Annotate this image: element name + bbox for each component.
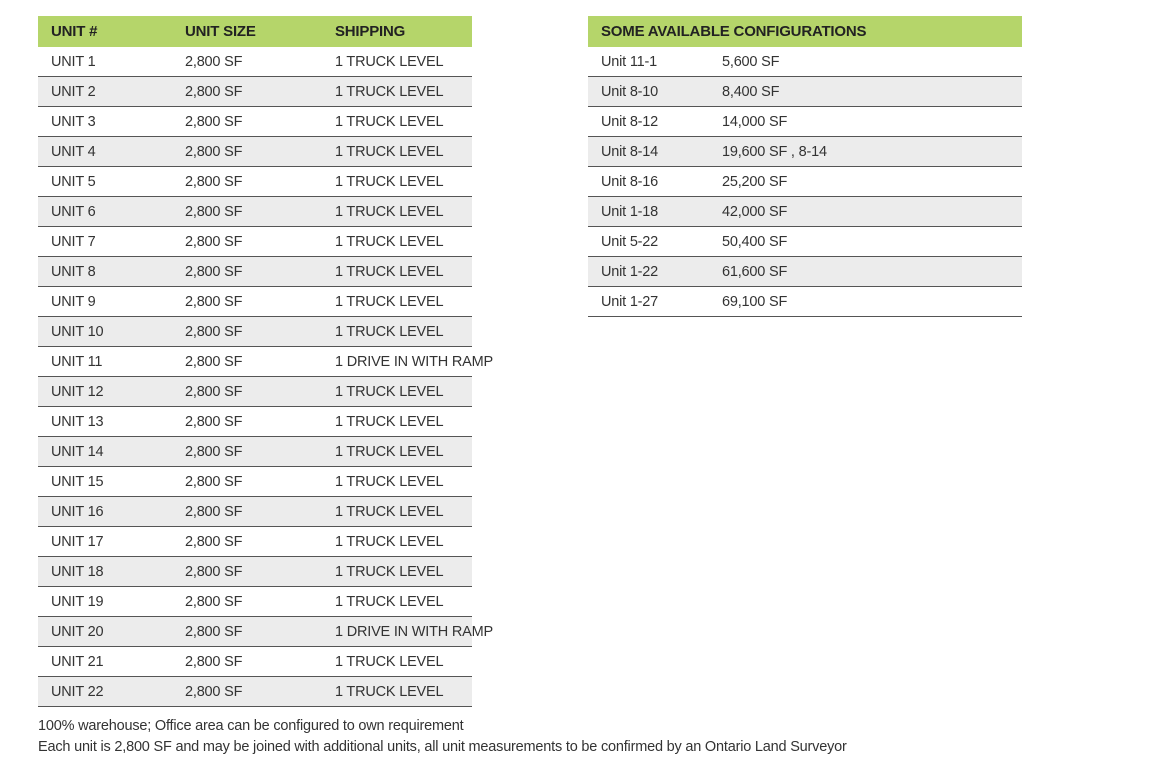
col-header-unit-number: UNIT # xyxy=(38,16,172,47)
shipping-cell: 1 TRUCK LEVEL xyxy=(322,47,472,77)
shipping-cell: 1 TRUCK LEVEL xyxy=(322,197,472,227)
table-row xyxy=(38,197,472,227)
shipping-cell: 1 TRUCK LEVEL xyxy=(322,227,472,257)
configuration-units-cell: Unit 8-16 xyxy=(588,167,709,197)
shipping-cell: 1 TRUCK LEVEL xyxy=(322,407,472,437)
shipping-cell: 1 TRUCK LEVEL xyxy=(322,257,472,287)
unit-number-cell: UNIT 13 xyxy=(38,407,172,437)
configuration-size-cell: 14,000 SF xyxy=(709,107,1022,137)
configuration-size-cell: 25,200 SF xyxy=(709,167,1022,197)
unit-size-cell: 2,800 SF xyxy=(172,227,322,257)
configuration-size-cell: 19,600 SF , 8-14 xyxy=(709,137,1022,167)
unit-number-cell: UNIT 7 xyxy=(38,227,172,257)
configuration-units-cell: Unit 1-18 xyxy=(588,197,709,227)
unit-number-cell: UNIT 18 xyxy=(38,557,172,587)
footnote-warehouse: 100% warehouse; Office area can be configured to own requirement xyxy=(38,718,464,734)
configuration-units-cell: Unit 8-14 xyxy=(588,137,709,167)
units-table xyxy=(38,16,493,707)
unit-number-cell: UNIT 17 xyxy=(38,527,172,557)
table-row xyxy=(38,617,472,647)
table-row xyxy=(38,647,472,677)
shipping-cell: 1 TRUCK LEVEL xyxy=(322,467,472,497)
table-row xyxy=(38,587,472,617)
shipping-cell: 1 TRUCK LEVEL xyxy=(322,557,472,587)
table-row xyxy=(38,497,472,527)
configuration-size-cell: 8,400 SF xyxy=(709,77,1022,107)
table-row xyxy=(588,167,1022,197)
table-row xyxy=(38,227,472,257)
shipping-cell: 1 TRUCK LEVEL xyxy=(322,317,472,347)
shipping-cell: 1 TRUCK LEVEL xyxy=(322,587,472,617)
table-row xyxy=(588,77,1022,107)
shipping-cell: 1 TRUCK LEVEL xyxy=(322,107,472,137)
table-row xyxy=(38,317,472,347)
unit-number-cell: UNIT 14 xyxy=(38,437,172,467)
unit-number-cell: UNIT 8 xyxy=(38,257,172,287)
unit-number-cell: UNIT 22 xyxy=(38,677,172,707)
table-row xyxy=(38,407,472,437)
unit-number-cell: UNIT 19 xyxy=(38,587,172,617)
unit-size-cell: 2,800 SF xyxy=(172,257,322,287)
unit-size-cell: 2,800 SF xyxy=(172,497,322,527)
shipping-cell: 1 TRUCK LEVEL xyxy=(322,167,472,197)
configuration-size-cell: 42,000 SF xyxy=(709,197,1022,227)
unit-number-cell: UNIT 1 xyxy=(38,47,172,77)
table-row xyxy=(38,287,472,317)
unit-number-cell: UNIT 6 xyxy=(38,197,172,227)
shipping-cell: 1 DRIVE IN WITH RAMP xyxy=(322,617,472,647)
unit-size-cell: 2,800 SF xyxy=(172,377,322,407)
table-row xyxy=(38,167,472,197)
table-row xyxy=(38,347,472,377)
table-row xyxy=(38,77,472,107)
unit-size-cell: 2,800 SF xyxy=(172,617,322,647)
unit-size-cell: 2,800 SF xyxy=(172,137,322,167)
table-row xyxy=(38,437,472,467)
unit-number-cell: UNIT 16 xyxy=(38,497,172,527)
unit-number-cell: UNIT 4 xyxy=(38,137,172,167)
table-row xyxy=(588,227,1022,257)
unit-size-cell: 2,800 SF xyxy=(172,587,322,617)
footnote-unit-measurements: Each unit is 2,800 SF and may be joined with additional units, all unit measurements to be confirmed by an Ontario Land Surveyor xyxy=(38,739,847,755)
shipping-cell: 1 TRUCK LEVEL xyxy=(322,77,472,107)
unit-number-cell: UNIT 12 xyxy=(38,377,172,407)
configurations-table xyxy=(588,16,1022,317)
shipping-cell: 1 TRUCK LEVEL xyxy=(322,677,472,707)
unit-number-cell: UNIT 5 xyxy=(38,167,172,197)
unit-number-cell: UNIT 15 xyxy=(38,467,172,497)
unit-size-cell: 2,800 SF xyxy=(172,317,322,347)
unit-size-cell: 2,800 SF xyxy=(172,527,322,557)
table-row xyxy=(38,467,472,497)
unit-number-cell: UNIT 11 xyxy=(38,347,172,377)
unit-size-cell: 2,800 SF xyxy=(172,197,322,227)
configuration-size-cell: 61,600 SF xyxy=(709,257,1022,287)
col-header-shipping: SHIPPING xyxy=(322,16,472,47)
col-header-unit-size: UNIT SIZE xyxy=(172,16,322,47)
unit-size-cell: 2,800 SF xyxy=(172,47,322,77)
table-row xyxy=(38,47,472,77)
table-row xyxy=(588,137,1022,167)
shipping-cell: 1 TRUCK LEVEL xyxy=(322,437,472,467)
shipping-cell: 1 TRUCK LEVEL xyxy=(322,287,472,317)
unit-size-cell: 2,800 SF xyxy=(172,347,322,377)
shipping-cell: 1 TRUCK LEVEL xyxy=(322,497,472,527)
unit-number-cell: UNIT 10 xyxy=(38,317,172,347)
configuration-units-cell: Unit 5-22 xyxy=(588,227,709,257)
unit-size-cell: 2,800 SF xyxy=(172,167,322,197)
unit-size-cell: 2,800 SF xyxy=(172,107,322,137)
configuration-size-cell: 69,100 SF xyxy=(709,287,1022,317)
unit-size-cell: 2,800 SF xyxy=(172,647,322,677)
unit-number-cell: UNIT 20 xyxy=(38,617,172,647)
shipping-cell: 1 TRUCK LEVEL xyxy=(322,377,472,407)
configuration-size-cell: 5,600 SF xyxy=(709,47,1022,77)
unit-size-cell: 2,800 SF xyxy=(172,437,322,467)
table-row xyxy=(588,257,1022,287)
footnotes xyxy=(38,716,847,758)
col-header-configurations: SOME AVAILABLE CONFIGURATIONS xyxy=(588,16,1022,47)
table-row xyxy=(38,137,472,167)
unit-size-cell: 2,800 SF xyxy=(172,287,322,317)
unit-number-cell: UNIT 2 xyxy=(38,77,172,107)
table-row xyxy=(38,527,472,557)
unit-size-cell: 2,800 SF xyxy=(172,677,322,707)
unit-size-cell: 2,800 SF xyxy=(172,467,322,497)
table-row xyxy=(38,377,472,407)
shipping-cell: 1 TRUCK LEVEL xyxy=(322,137,472,167)
configuration-units-cell: Unit 8-12 xyxy=(588,107,709,137)
shipping-cell: 1 TRUCK LEVEL xyxy=(322,647,472,677)
table-row xyxy=(38,557,472,587)
table-row xyxy=(588,107,1022,137)
configuration-units-cell: Unit 1-27 xyxy=(588,287,709,317)
unit-size-cell: 2,800 SF xyxy=(172,407,322,437)
unit-number-cell: UNIT 9 xyxy=(38,287,172,317)
table-row xyxy=(588,47,1022,77)
unit-size-cell: 2,800 SF xyxy=(172,557,322,587)
units-table-header-row xyxy=(38,16,472,47)
configuration-size-cell: 50,400 SF xyxy=(709,227,1022,257)
unit-number-cell: UNIT 21 xyxy=(38,647,172,677)
table-row xyxy=(38,677,472,707)
table-row xyxy=(588,197,1022,227)
configurations-table-header-row xyxy=(588,16,1022,47)
shipping-cell: 1 DRIVE IN WITH RAMP xyxy=(322,347,472,377)
table-row xyxy=(38,257,472,287)
configuration-units-cell: Unit 11-1 xyxy=(588,47,709,77)
table-row xyxy=(38,107,472,137)
configuration-units-cell: Unit 8-10 xyxy=(588,77,709,107)
table-row xyxy=(588,287,1022,317)
configuration-units-cell: Unit 1-22 xyxy=(588,257,709,287)
shipping-cell: 1 TRUCK LEVEL xyxy=(322,527,472,557)
unit-number-cell: UNIT 3 xyxy=(38,107,172,137)
unit-size-cell: 2,800 SF xyxy=(172,77,322,107)
